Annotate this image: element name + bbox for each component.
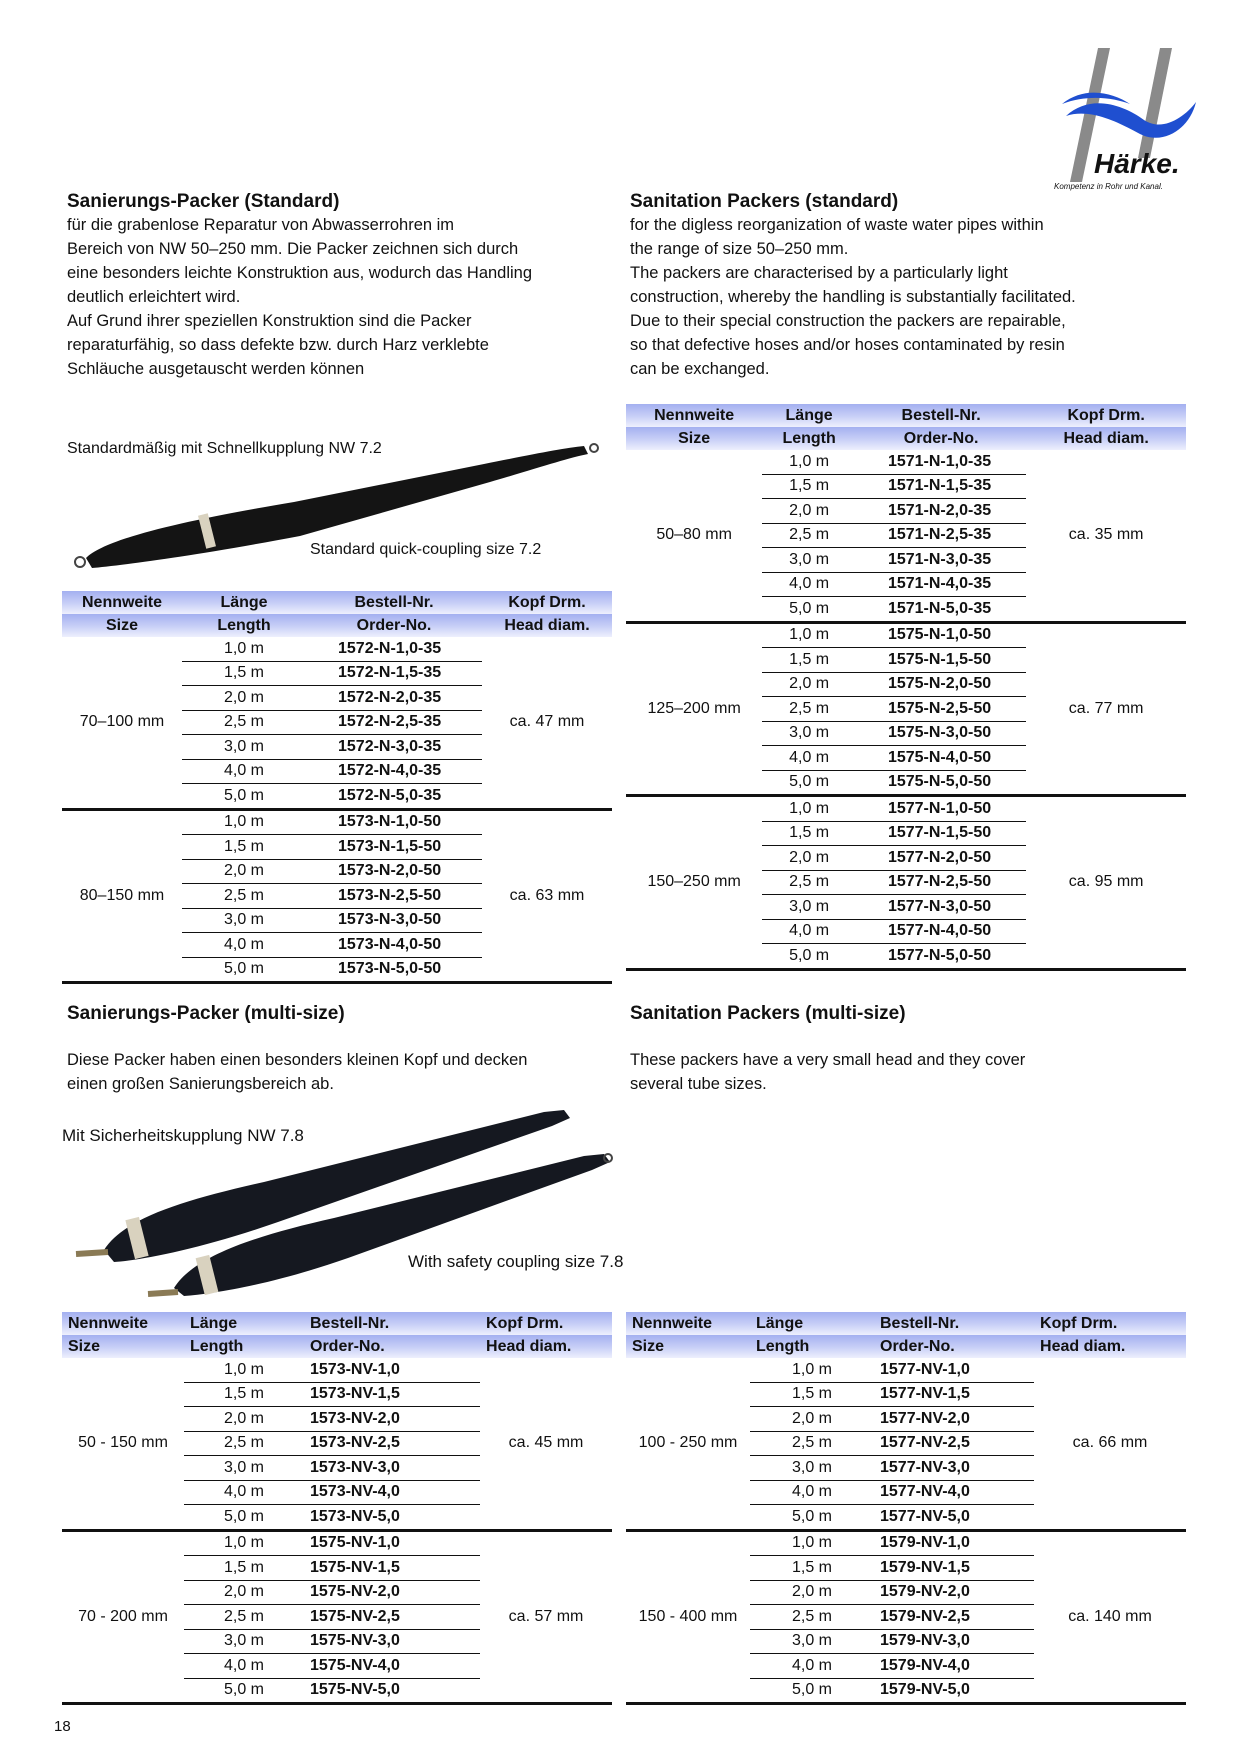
length-cell: 5,0 m: [789, 599, 830, 617]
order-number-cell: 1579-NV-4,0: [874, 1654, 1034, 1679]
order-number-cell: 1579-NV-1,5: [874, 1556, 1034, 1581]
header-order: Order-No.: [856, 427, 1026, 450]
header-length: Länge: [762, 404, 856, 427]
length-cell: 4,0 m: [182, 933, 306, 958]
order-number-cell: 1577-N-5,0-50: [887, 946, 992, 964]
header-head-diam: Head diam.: [482, 614, 612, 637]
length-cell: 4,0 m: [184, 1480, 304, 1505]
order-number-cell: 1577-N-2,0-50: [856, 846, 1026, 871]
header-size: Size: [62, 1335, 184, 1358]
order-number-cell: 1575-N-4,0-50: [856, 746, 1026, 771]
head-diameter-cell: ca. 63 mm: [509, 886, 585, 904]
table-row: [626, 624, 1186, 648]
header-size: Nennweite: [626, 1312, 750, 1335]
title-standard-de: Sanierungs-Packer (Standard): [67, 191, 340, 212]
order-number-cell: 1573-N-1,5-50: [306, 835, 482, 860]
order-number-cell: 1572-N-1,5-35: [306, 661, 482, 686]
header-order: Order-No.: [304, 1335, 480, 1358]
text-multi-de: Diese Packer haben einen besonders kleinen Kopf und decken einen großen Sanierungsbereich ab.: [67, 1051, 528, 1093]
header-length: Length: [762, 427, 856, 450]
length-cell: 4,0 m: [184, 1654, 304, 1679]
multi-size-left-table: [62, 1312, 612, 1705]
length-cell: 2,0 m: [184, 1407, 304, 1432]
length-cell: 1,5 m: [762, 648, 856, 673]
table-row: [62, 811, 612, 835]
order-number-cell: 1575-NV-1,0: [304, 1532, 480, 1556]
title-multi-de: Sanierungs-Packer (multi-size): [67, 1003, 345, 1024]
head-diameter-cell: ca. 35 mm: [1068, 526, 1144, 544]
table-bottom-line: [62, 1704, 612, 1706]
length-cell: 1,0 m: [762, 797, 856, 821]
table-row: [62, 637, 612, 661]
order-number-cell: 1575-N-2,5-50: [856, 697, 1026, 722]
header-head-diam: Kopf Drm.: [482, 591, 612, 614]
head-diameter-cell: ca. 77 mm: [1068, 699, 1144, 717]
head-diameter-cell: ca. 47 mm: [509, 713, 585, 731]
order-number-cell: 1573-N-2,0-50: [306, 859, 482, 884]
header-head-diam: Head diam.: [1034, 1335, 1186, 1358]
table-row: [626, 797, 1186, 821]
order-number-cell: 1572-N-2,5-35: [306, 710, 482, 735]
length-cell: 4,0 m: [762, 572, 856, 597]
header-order: Order-No.: [874, 1335, 1034, 1358]
length-cell: 5,0 m: [791, 1507, 832, 1525]
order-number-cell: 1577-NV-5,0: [880, 1507, 970, 1525]
order-number-cell: 1572-N-1,0-35: [306, 637, 482, 661]
size-cell: 80–150 mm: [79, 886, 165, 904]
size-cell: 150 - 400 mm: [638, 1607, 738, 1625]
header-length: Länge: [184, 1312, 304, 1335]
logo-name: Härke.: [1094, 148, 1180, 179]
order-number-cell: 1572-N-3,0-35: [306, 735, 482, 760]
order-number-cell: 1575-NV-5,0: [310, 1681, 400, 1699]
length-cell: 1,0 m: [184, 1532, 304, 1556]
length-cell: 1,5 m: [182, 835, 306, 860]
order-number-cell: 1577-NV-2,5: [874, 1431, 1034, 1456]
head-diameter-cell: ca. 45 mm: [508, 1434, 584, 1452]
order-number-cell: 1573-N-1,0-50: [306, 811, 482, 835]
order-number-cell: 1575-NV-1,5: [304, 1556, 480, 1581]
table-header-row: [62, 1312, 612, 1335]
length-cell: 2,5 m: [750, 1605, 874, 1630]
table-row: [62, 1532, 612, 1556]
order-number-cell: 1573-N-2,5-50: [306, 884, 482, 909]
header-size: Nennweite: [62, 591, 182, 614]
length-cell: 4,0 m: [750, 1480, 874, 1505]
length-cell: 3,0 m: [182, 735, 306, 760]
size-cell: 70–100 mm: [79, 713, 165, 731]
length-cell: 5,0 m: [789, 773, 830, 791]
header-size: Nennweite: [626, 404, 762, 427]
order-number-cell: 1579-NV-5,0: [880, 1681, 970, 1699]
size-cell: 70 - 200 mm: [78, 1607, 168, 1625]
order-number-cell: 1577-N-4,0-50: [856, 919, 1026, 944]
order-number-cell: 1575-N-3,0-50: [856, 721, 1026, 746]
header-size: Size: [626, 427, 762, 450]
order-number-cell: 1573-NV-1,5: [304, 1382, 480, 1407]
header-order: Bestell-Nr.: [306, 591, 482, 614]
order-number-cell: 1571-N-4,0-35: [856, 572, 1026, 597]
order-number-cell: 1577-NV-4,0: [874, 1480, 1034, 1505]
length-cell: 4,0 m: [762, 746, 856, 771]
length-cell: 2,5 m: [182, 884, 306, 909]
order-number-cell: 1575-NV-2,5: [304, 1605, 480, 1630]
table-bottom-line: [62, 983, 612, 985]
length-cell: 3,0 m: [182, 908, 306, 933]
header-order: Bestell-Nr.: [304, 1312, 480, 1335]
length-cell: 1,0 m: [182, 637, 306, 661]
head-diameter-cell: ca. 95 mm: [1068, 873, 1144, 891]
length-cell: 4,0 m: [750, 1654, 874, 1679]
length-cell: 2,0 m: [762, 672, 856, 697]
order-number-cell: 1573-N-4,0-50: [306, 933, 482, 958]
length-cell: 2,5 m: [762, 697, 856, 722]
length-cell: 1,0 m: [750, 1532, 874, 1556]
length-cell: 2,5 m: [182, 710, 306, 735]
header-length: Length: [750, 1335, 874, 1358]
order-number-cell: 1579-NV-3,0: [874, 1629, 1034, 1654]
table-header-row: [626, 1312, 1186, 1335]
order-number-cell: 1571-N-3,0-35: [856, 548, 1026, 573]
caption-multi-de: Mit Sicherheitskupplung NW 7.8: [62, 1126, 304, 1145]
table-header-row: [626, 427, 1186, 450]
order-number-cell: 1571-N-2,0-35: [856, 499, 1026, 524]
length-cell: 1,5 m: [184, 1382, 304, 1407]
order-number-cell: 1577-NV-1,0: [874, 1358, 1034, 1382]
caption-standard-de: Standardmäßig mit Schnellkupplung NW 7.2: [67, 440, 382, 457]
order-number-cell: 1575-NV-3,0: [304, 1629, 480, 1654]
length-cell: 3,0 m: [762, 548, 856, 573]
length-cell: 2,5 m: [762, 523, 856, 548]
order-number-cell: 1579-NV-2,0: [874, 1580, 1034, 1605]
length-cell: 3,0 m: [762, 895, 856, 920]
header-size: Nennweite: [62, 1312, 184, 1335]
length-cell: 1,0 m: [762, 624, 856, 648]
length-cell: 3,0 m: [750, 1629, 874, 1654]
order-number-cell: 1572-N-2,0-35: [306, 686, 482, 711]
caption-multi-en: With safety coupling size 7.8: [408, 1252, 624, 1271]
order-number-cell: 1573-NV-1,0: [304, 1358, 480, 1382]
order-number-cell: 1577-N-1,0-50: [856, 797, 1026, 821]
length-cell: 1,0 m: [762, 450, 856, 474]
header-length: Length: [182, 614, 306, 637]
size-cell: 50–80 mm: [656, 526, 732, 544]
length-cell: 5,0 m: [789, 946, 830, 964]
length-cell: 1,0 m: [182, 811, 306, 835]
table-header-row: [62, 591, 612, 614]
header-size: Size: [62, 614, 182, 637]
order-number-cell: 1573-NV-4,0: [304, 1480, 480, 1505]
order-number-cell: 1575-N-1,0-50: [856, 624, 1026, 648]
table-row: [626, 450, 1186, 474]
length-cell: 1,5 m: [184, 1556, 304, 1581]
header-order: Bestell-Nr.: [874, 1312, 1034, 1335]
order-number-cell: 1575-NV-4,0: [304, 1654, 480, 1679]
length-cell: 2,0 m: [184, 1580, 304, 1605]
length-cell: 3,0 m: [184, 1629, 304, 1654]
length-cell: 1,5 m: [182, 661, 306, 686]
header-length: Length: [184, 1335, 304, 1358]
size-cell: 50 - 150 mm: [78, 1434, 168, 1452]
header-head-diam: Kopf Drm.: [480, 1312, 612, 1335]
text-multi-en: These packers have a very small head and they cover several tube sizes.: [630, 1051, 1026, 1093]
header-order: Bestell-Nr.: [856, 404, 1026, 427]
head-diameter-cell: ca. 140 mm: [1068, 1607, 1152, 1625]
length-cell: 1,5 m: [750, 1382, 874, 1407]
header-order: Order-No.: [306, 614, 482, 637]
header-head-diam: Head diam.: [480, 1335, 612, 1358]
length-cell: 5,0 m: [223, 1681, 264, 1699]
head-diameter-cell: ca. 57 mm: [508, 1607, 584, 1625]
table-bottom-line: [626, 1704, 1186, 1706]
order-number-cell: 1577-NV-2,0: [874, 1407, 1034, 1432]
length-cell: 3,0 m: [762, 721, 856, 746]
header-length: Länge: [182, 591, 306, 614]
order-number-cell: 1577-N-3,0-50: [856, 895, 1026, 920]
header-size: Size: [626, 1335, 750, 1358]
header-head-diam: Kopf Drm.: [1034, 1312, 1186, 1335]
title-standard-en: Sanitation Packers (standard): [630, 191, 899, 212]
length-cell: 1,5 m: [750, 1556, 874, 1581]
order-number-cell: 1577-NV-1,5: [874, 1382, 1034, 1407]
length-cell: 2,5 m: [750, 1431, 874, 1456]
page-number: 18: [54, 1718, 71, 1735]
size-cell: 100 - 250 mm: [638, 1434, 738, 1452]
order-number-cell: 1577-NV-3,0: [874, 1456, 1034, 1481]
header-length: Länge: [750, 1312, 874, 1335]
length-cell: 2,5 m: [762, 870, 856, 895]
order-number-cell: 1573-NV-2,0: [304, 1407, 480, 1432]
order-number-cell: 1572-N-5,0-35: [338, 786, 442, 804]
order-number-cell: 1577-N-1,5-50: [856, 821, 1026, 846]
table-row: [62, 1358, 612, 1382]
standard-right-table: [626, 404, 1186, 971]
order-number-cell: 1579-NV-1,0: [874, 1532, 1034, 1556]
logo-tagline: Kompetenz in Rohr und Kanal.: [1054, 182, 1163, 191]
order-number-cell: 1571-N-2,5-35: [856, 523, 1026, 548]
order-number-cell: 1575-N-5,0-50: [887, 773, 992, 791]
table-header-row: [62, 614, 612, 637]
length-cell: 5,0 m: [791, 1681, 832, 1699]
head-diameter-cell: ca. 66 mm: [1072, 1434, 1148, 1452]
order-number-cell: 1573-N-3,0-50: [306, 908, 482, 933]
length-cell: 1,0 m: [184, 1358, 304, 1382]
order-number-cell: 1577-N-2,5-50: [856, 870, 1026, 895]
length-cell: 2,0 m: [750, 1407, 874, 1432]
length-cell: 5,0 m: [223, 786, 264, 804]
length-cell: 5,0 m: [223, 960, 264, 978]
table-header-row: [62, 1335, 612, 1358]
order-number-cell: 1572-N-4,0-35: [306, 759, 482, 784]
table-header-row: [626, 1335, 1186, 1358]
table-bottom-line: [626, 969, 1186, 971]
order-number-cell: 1571-N-5,0-35: [887, 599, 992, 617]
length-cell: 2,0 m: [182, 686, 306, 711]
length-cell: 2,5 m: [184, 1605, 304, 1630]
table-row: [626, 1358, 1186, 1382]
length-cell: 3,0 m: [750, 1456, 874, 1481]
length-cell: 2,0 m: [762, 499, 856, 524]
text-standard-en: for the digless reorganization of waste water pipes within the range of size 50–250 mm. The packers are characterised by a particularly light construction, whereby the handling is substantially facilitated. Due to their special construction the packers are repairable, so that defective hoses and/or hoses contaminated by resin can be exchanged.: [630, 216, 1076, 378]
length-cell: 3,0 m: [184, 1456, 304, 1481]
table-row: [626, 1532, 1186, 1556]
order-number-cell: 1579-NV-2,5: [874, 1605, 1034, 1630]
table-header-row: [626, 404, 1186, 427]
order-number-cell: 1573-N-5,0-50: [338, 960, 442, 978]
header-head-diam: Head diam.: [1026, 427, 1186, 450]
order-number-cell: 1575-N-1,5-50: [856, 648, 1026, 673]
order-number-cell: 1571-N-1,5-35: [856, 474, 1026, 499]
order-number-cell: 1571-N-1,0-35: [856, 450, 1026, 474]
size-cell: 150–250 mm: [647, 873, 741, 891]
length-cell: 2,5 m: [184, 1431, 304, 1456]
caption-standard-en: Standard quick-coupling size 7.2: [310, 541, 542, 558]
order-number-cell: 1573-NV-2,5: [304, 1431, 480, 1456]
title-multi-en: Sanitation Packers (multi-size): [630, 1003, 906, 1024]
length-cell: 1,5 m: [762, 474, 856, 499]
length-cell: 2,0 m: [750, 1580, 874, 1605]
length-cell: 4,0 m: [762, 919, 856, 944]
length-cell: 2,0 m: [762, 846, 856, 871]
length-cell: 1,0 m: [750, 1358, 874, 1382]
order-number-cell: 1573-NV-3,0: [304, 1456, 480, 1481]
length-cell: 4,0 m: [182, 759, 306, 784]
length-cell: 2,0 m: [182, 859, 306, 884]
length-cell: 5,0 m: [223, 1507, 264, 1525]
harke-logo: [1054, 46, 1202, 196]
order-number-cell: 1573-NV-5,0: [310, 1507, 400, 1525]
text-standard-de: für die grabenlose Reparatur von Abwasserrohren im Bereich von NW 50–250 mm. Die Packer zeichnen sich durch eine besonders leichte Konstruktion aus, wodurch das Handling deutlich erleichtert wird. Auf Grund ihrer speziellen Konstruktion sind die Packer reparaturfähig, so dass defekte bzw. durch Harz verklebte Schläuche ausgetauscht werden können: [67, 216, 533, 378]
multi-size-right-table: [626, 1312, 1186, 1705]
order-number-cell: 1575-NV-2,0: [304, 1580, 480, 1605]
order-number-cell: 1575-N-2,0-50: [856, 672, 1026, 697]
standard-left-table: [62, 591, 612, 984]
size-cell: 125–200 mm: [647, 699, 741, 717]
length-cell: 1,5 m: [762, 821, 856, 846]
header-head-diam: Kopf Drm.: [1026, 404, 1186, 427]
